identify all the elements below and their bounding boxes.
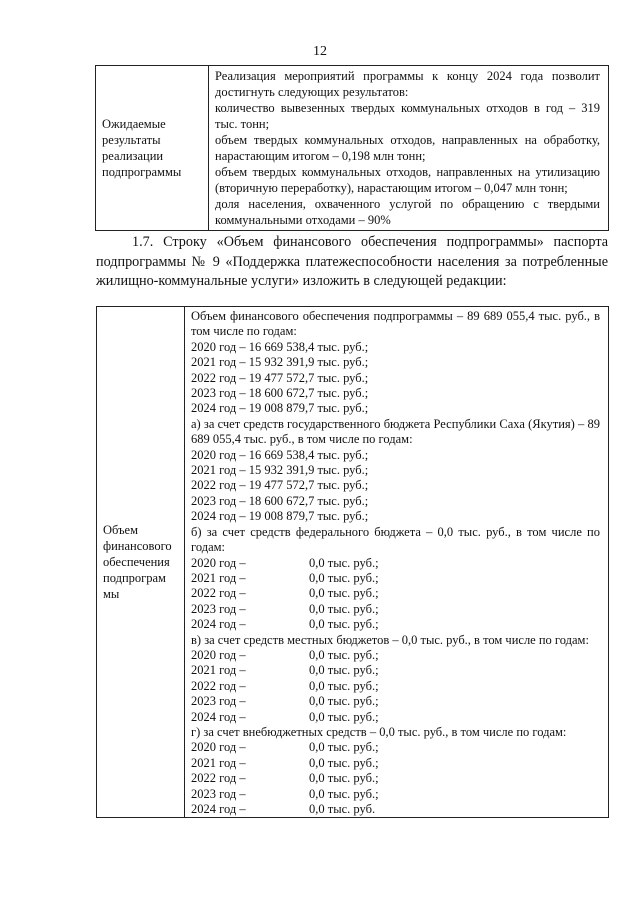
federal-year-line: 2023 год – 0,0 тыс. руб.; [191, 601, 379, 616]
result-line: количество вывезенных твердых коммунальных отходов в год – 319 тыс. тонн; [215, 101, 600, 131]
page-number: 12 [313, 44, 327, 59]
amendment-text: 1.7. Строку «Объем финансового обеспечения подпрограммы» паспорта подпрограммы № 9 «Поддержка платежеспособности населения за потребленные жилищно-коммунальные услуги» изложить в следующей редакции: [96, 234, 608, 290]
federal-year-line: 2022 год – 0,0 тыс. руб.; [191, 586, 379, 601]
local-year-line: 2022 год – 0,0 тыс. руб.; [191, 678, 379, 693]
funding-label: Объем финансового обеспечения подпрограм мы [97, 307, 185, 818]
republic-year-line: 2021 год – 15 932 391,9 тыс. руб.; [191, 463, 369, 478]
local-year-line: 2021 год – 0,0 тыс. руб.; [191, 663, 379, 678]
funding-table [96, 306, 609, 818]
local-budget-intro: в) за счет средств местных бюджетов – 0,0 тыс. руб., в том числе по годам: [191, 632, 589, 647]
total-year-line: 2020 год – 16 669 538,4 тыс. руб.; [191, 339, 369, 354]
total-year-line: 2024 год – 19 008 879,7 тыс. руб.; [191, 401, 369, 416]
total-year-line: 2022 год – 19 477 572,7 тыс. руб.; [191, 370, 369, 385]
local-year-line: 2023 год – 0,0 тыс. руб.; [191, 694, 379, 709]
amendment-paragraph [96, 233, 608, 292]
extrabudgetary-year-line: 2024 год – 0,0 тыс. руб. [191, 802, 376, 816]
federal-year-line: 2021 год – 0,0 тыс. руб.; [191, 570, 379, 585]
republic-year-line: 2024 год – 19 008 879,7 тыс. руб.; [191, 509, 369, 524]
republic-budget-intro: а) за счет средств государственного бюджета Республики Саха (Якутия) – 89 689 055,4 тыс. руб., в том числе по годам: [191, 416, 600, 447]
republic-year-line: 2020 год – 16 669 538,4 тыс. руб.; [191, 447, 369, 462]
republic-year-line: 2023 год – 18 600 672,7 тыс. руб.; [191, 493, 369, 508]
extrabudgetary-year-line: 2022 год – 0,0 тыс. руб.; [191, 771, 379, 786]
expected-results-table [95, 65, 609, 231]
result-line: объем твердых коммунальных отходов, направленных на утилизацию (вторичную переработку), нарастающим итогом – 0,047 млн тонн; [215, 165, 600, 195]
expected-results-label: Ожидаемые результаты реализации подпрограммы [96, 66, 209, 231]
extrabudgetary-year-line: 2021 год – 0,0 тыс. руб.; [191, 755, 379, 770]
expected-results-content [209, 66, 609, 231]
republic-year-line: 2022 год – 19 477 572,7 тыс. руб.; [191, 478, 369, 493]
result-line: Реализация мероприятий программы к концу 2024 года позволит достигнуть следующих результатов: [215, 69, 600, 99]
local-year-line: 2024 год – 0,0 тыс. руб.; [191, 709, 379, 724]
total-intro: Объем финансового обеспечения подпрограммы – 89 689 055,4 тыс. руб., в том числе по годам: [191, 309, 600, 339]
local-year-line: 2020 год – 0,0 тыс. руб.; [191, 647, 379, 662]
total-year-line: 2021 год – 15 932 391,9 тыс. руб.; [191, 355, 369, 370]
extrabudgetary-intro: г) за счет внебюджетных средств – 0,0 тыс. руб., в том числе по годам: [191, 724, 567, 739]
extrabudgetary-year-line: 2020 год – 0,0 тыс. руб.; [191, 740, 379, 755]
result-line: доля населения, охваченного услугой по обращению с твердыми коммунальными отходами – 90% [215, 197, 600, 227]
federal-year-line: 2020 год – 0,0 тыс. руб.; [191, 555, 379, 570]
extrabudgetary-year-line: 2023 год – 0,0 тыс. руб.; [191, 786, 379, 801]
result-line: объем твердых коммунальных отходов, направленных на обработку, нарастающим итогом – 0,198 млн тонн; [215, 133, 600, 163]
federal-budget-intro: б) за счет средств федерального бюджета – 0,0 тыс. руб., в том числе по годам: [191, 524, 600, 555]
funding-content [185, 307, 609, 818]
total-year-line: 2023 год – 18 600 672,7 тыс. руб.; [191, 386, 369, 401]
federal-year-line: 2024 год – 0,0 тыс. руб.; [191, 617, 379, 632]
